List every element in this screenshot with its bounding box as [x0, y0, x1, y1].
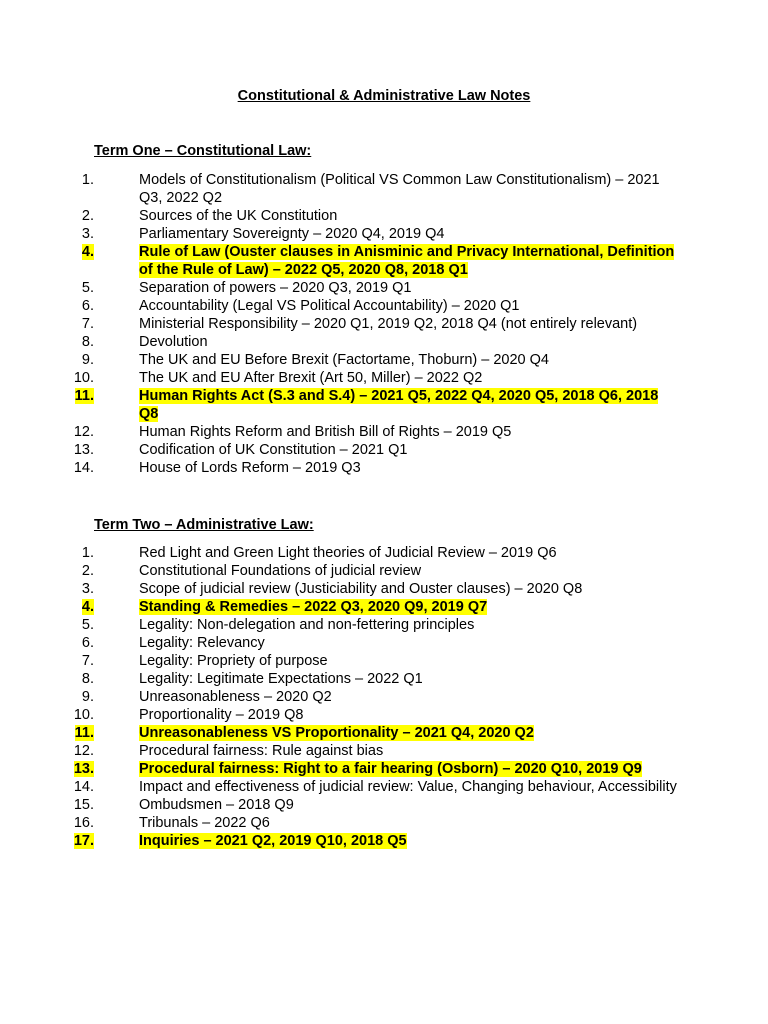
list-item — [0, 171, 720, 207]
list-item — [0, 760, 720, 778]
list-item-text: Legality: Propriety of purpose — [139, 653, 328, 669]
list-item-text: Accountability (Legal VS Political Accountability) – 2020 Q1 — [139, 298, 520, 314]
list-item-number: 5. — [81, 280, 94, 296]
list-item — [0, 207, 720, 225]
list-item — [0, 688, 720, 706]
list-item — [0, 724, 720, 742]
list-item-number: 15. — [73, 797, 94, 813]
list-item-text: Tribunals – 2022 Q6 — [139, 815, 270, 831]
list-item-number: 1. — [81, 172, 94, 188]
list-item-text: Codification of UK Constitution – 2021 Q1 — [139, 442, 408, 458]
list-item-number: 11. — [74, 388, 94, 404]
list-item-text: Constitutional Foundations of judicial review — [139, 563, 422, 579]
list-item — [0, 369, 720, 387]
list-item-text: The UK and EU Before Brexit (Factortame, Thoburn) – 2020 Q4 — [139, 352, 549, 368]
list-item-number: 8. — [81, 334, 94, 350]
list-item — [0, 243, 720, 279]
list-item-text: The UK and EU After Brexit (Art 50, Miller) – 2022 Q2 — [139, 370, 483, 386]
list-item-number: 7. — [81, 653, 94, 669]
list-item-number: 4. — [81, 599, 94, 615]
list-item — [0, 814, 720, 832]
list-item — [0, 423, 720, 441]
list-item — [0, 387, 720, 423]
list-item-number: 3. — [81, 226, 94, 242]
list-item — [0, 441, 720, 459]
list-item — [0, 832, 720, 850]
list-item-text: Legality: Non-delegation and non-fettering principles — [139, 617, 475, 633]
list-item — [0, 351, 720, 369]
list-item-text: Procedural fairness: Right to a fair hearing (Osborn) – 2020 Q10, 2019 Q9 — [139, 761, 642, 777]
list-item — [0, 333, 720, 351]
list-item-text: Procedural fairness: Rule against bias — [139, 743, 384, 759]
list-item-number: 9. — [81, 352, 94, 368]
list-item-number: 2. — [81, 208, 94, 224]
list-item — [0, 459, 720, 477]
list-item-text: Sources of the UK Constitution — [139, 208, 338, 224]
list-item — [0, 652, 720, 670]
list-item-number: 14. — [73, 460, 94, 476]
list-item — [0, 544, 720, 562]
term-one-heading: Term One – Constitutional Law: — [94, 143, 312, 159]
list-item-text: Standing & Remedies – 2022 Q3, 2020 Q9, 2019 Q7 — [139, 599, 488, 615]
list-item-text: Parliamentary Sovereignty – 2020 Q4, 2019 Q4 — [139, 226, 445, 242]
list-item — [0, 742, 720, 760]
list-item-number: 12. — [73, 743, 94, 759]
list-item-text: Human Rights Reform and British Bill of Rights – 2019 Q5 — [139, 424, 512, 440]
list-item-text: Ombudsmen – 2018 Q9 — [139, 797, 294, 813]
list-item-number: 10. — [73, 707, 94, 723]
list-item — [0, 562, 720, 580]
list-item-text: Unreasonableness VS Proportionality – 2021 Q4, 2020 Q2 — [139, 725, 534, 741]
list-item — [0, 225, 720, 243]
list-item-text: House of Lords Reform – 2019 Q3 — [139, 460, 361, 476]
list-item-number: 2. — [81, 563, 94, 579]
list-item-number: 12. — [73, 424, 94, 440]
list-item-number: 17. — [73, 833, 94, 849]
list-item-number: 14. — [73, 779, 94, 795]
list-item-text: Impact and effectiveness of judicial review: Value, Changing behaviour, Accessibility — [139, 779, 677, 795]
list-item-text: Unreasonableness – 2020 Q2 — [139, 689, 332, 705]
list-item — [0, 297, 720, 315]
list-item-number: 13. — [73, 761, 94, 777]
list-item-number: 10. — [73, 370, 94, 386]
list-item — [0, 634, 720, 652]
list-item — [0, 616, 720, 634]
term-two-list — [0, 544, 720, 850]
list-item — [0, 279, 720, 297]
list-item-text: Ministerial Responsibility – 2020 Q1, 2019 Q2, 2018 Q4 (not entirely relevant) — [139, 316, 638, 332]
list-item-number: 4. — [81, 244, 94, 260]
list-item — [0, 598, 720, 616]
list-item-number: 5. — [81, 617, 94, 633]
list-item-text: Human Rights Act (S.3 and S.4) – 2021 Q5, 2022 Q4, 2020 Q5, 2018 Q6, 2018 Q8 — [139, 388, 659, 422]
list-item-number: 3. — [81, 581, 94, 597]
list-item — [0, 670, 720, 688]
list-item — [0, 315, 720, 333]
list-item-text: Red Light and Green Light theories of Judicial Review – 2019 Q6 — [139, 545, 557, 561]
list-item — [0, 706, 720, 724]
list-item-number: 6. — [81, 298, 94, 314]
list-item-number: 9. — [81, 689, 94, 705]
list-item-number: 13. — [73, 442, 94, 458]
list-item-text: Proportionality – 2019 Q8 — [139, 707, 304, 723]
term-one-list — [0, 171, 720, 477]
list-item-text: Inquiries – 2021 Q2, 2019 Q10, 2018 Q5 — [139, 833, 407, 849]
list-item-text: Scope of judicial review (Justiciability and Ouster clauses) – 2020 Q8 — [139, 581, 583, 597]
list-item-text: Separation of powers – 2020 Q3, 2019 Q1 — [139, 280, 412, 296]
list-item-number: 11. — [74, 725, 94, 741]
list-item — [0, 778, 720, 796]
list-item — [0, 796, 720, 814]
list-item-number: 8. — [81, 671, 94, 687]
list-item-text: Models of Constitutionalism (Political VS Common Law Constitutionalism) – 2021 Q3, 2022 Q2 — [139, 172, 660, 206]
list-item-text: Rule of Law (Ouster clauses in Anisminic and Privacy International, Definition of the Rule of Law) – 2022 Q5, 2020 Q8, 2018 Q1 — [139, 244, 675, 278]
list-item-number: 16. — [73, 815, 94, 831]
list-item — [0, 580, 720, 598]
list-item-number: 7. — [81, 316, 94, 332]
list-item-text: Legality: Relevancy — [139, 635, 265, 651]
term-two-heading: Term Two – Administrative Law: — [94, 517, 314, 533]
list-item-text: Devolution — [139, 334, 208, 350]
list-item-text: Legality: Legitimate Expectations – 2022 Q1 — [139, 671, 423, 687]
list-item-number: 1. — [81, 545, 94, 561]
document-title: Constitutional & Administrative Law Notes — [237, 88, 531, 104]
list-item-number: 6. — [81, 635, 94, 651]
